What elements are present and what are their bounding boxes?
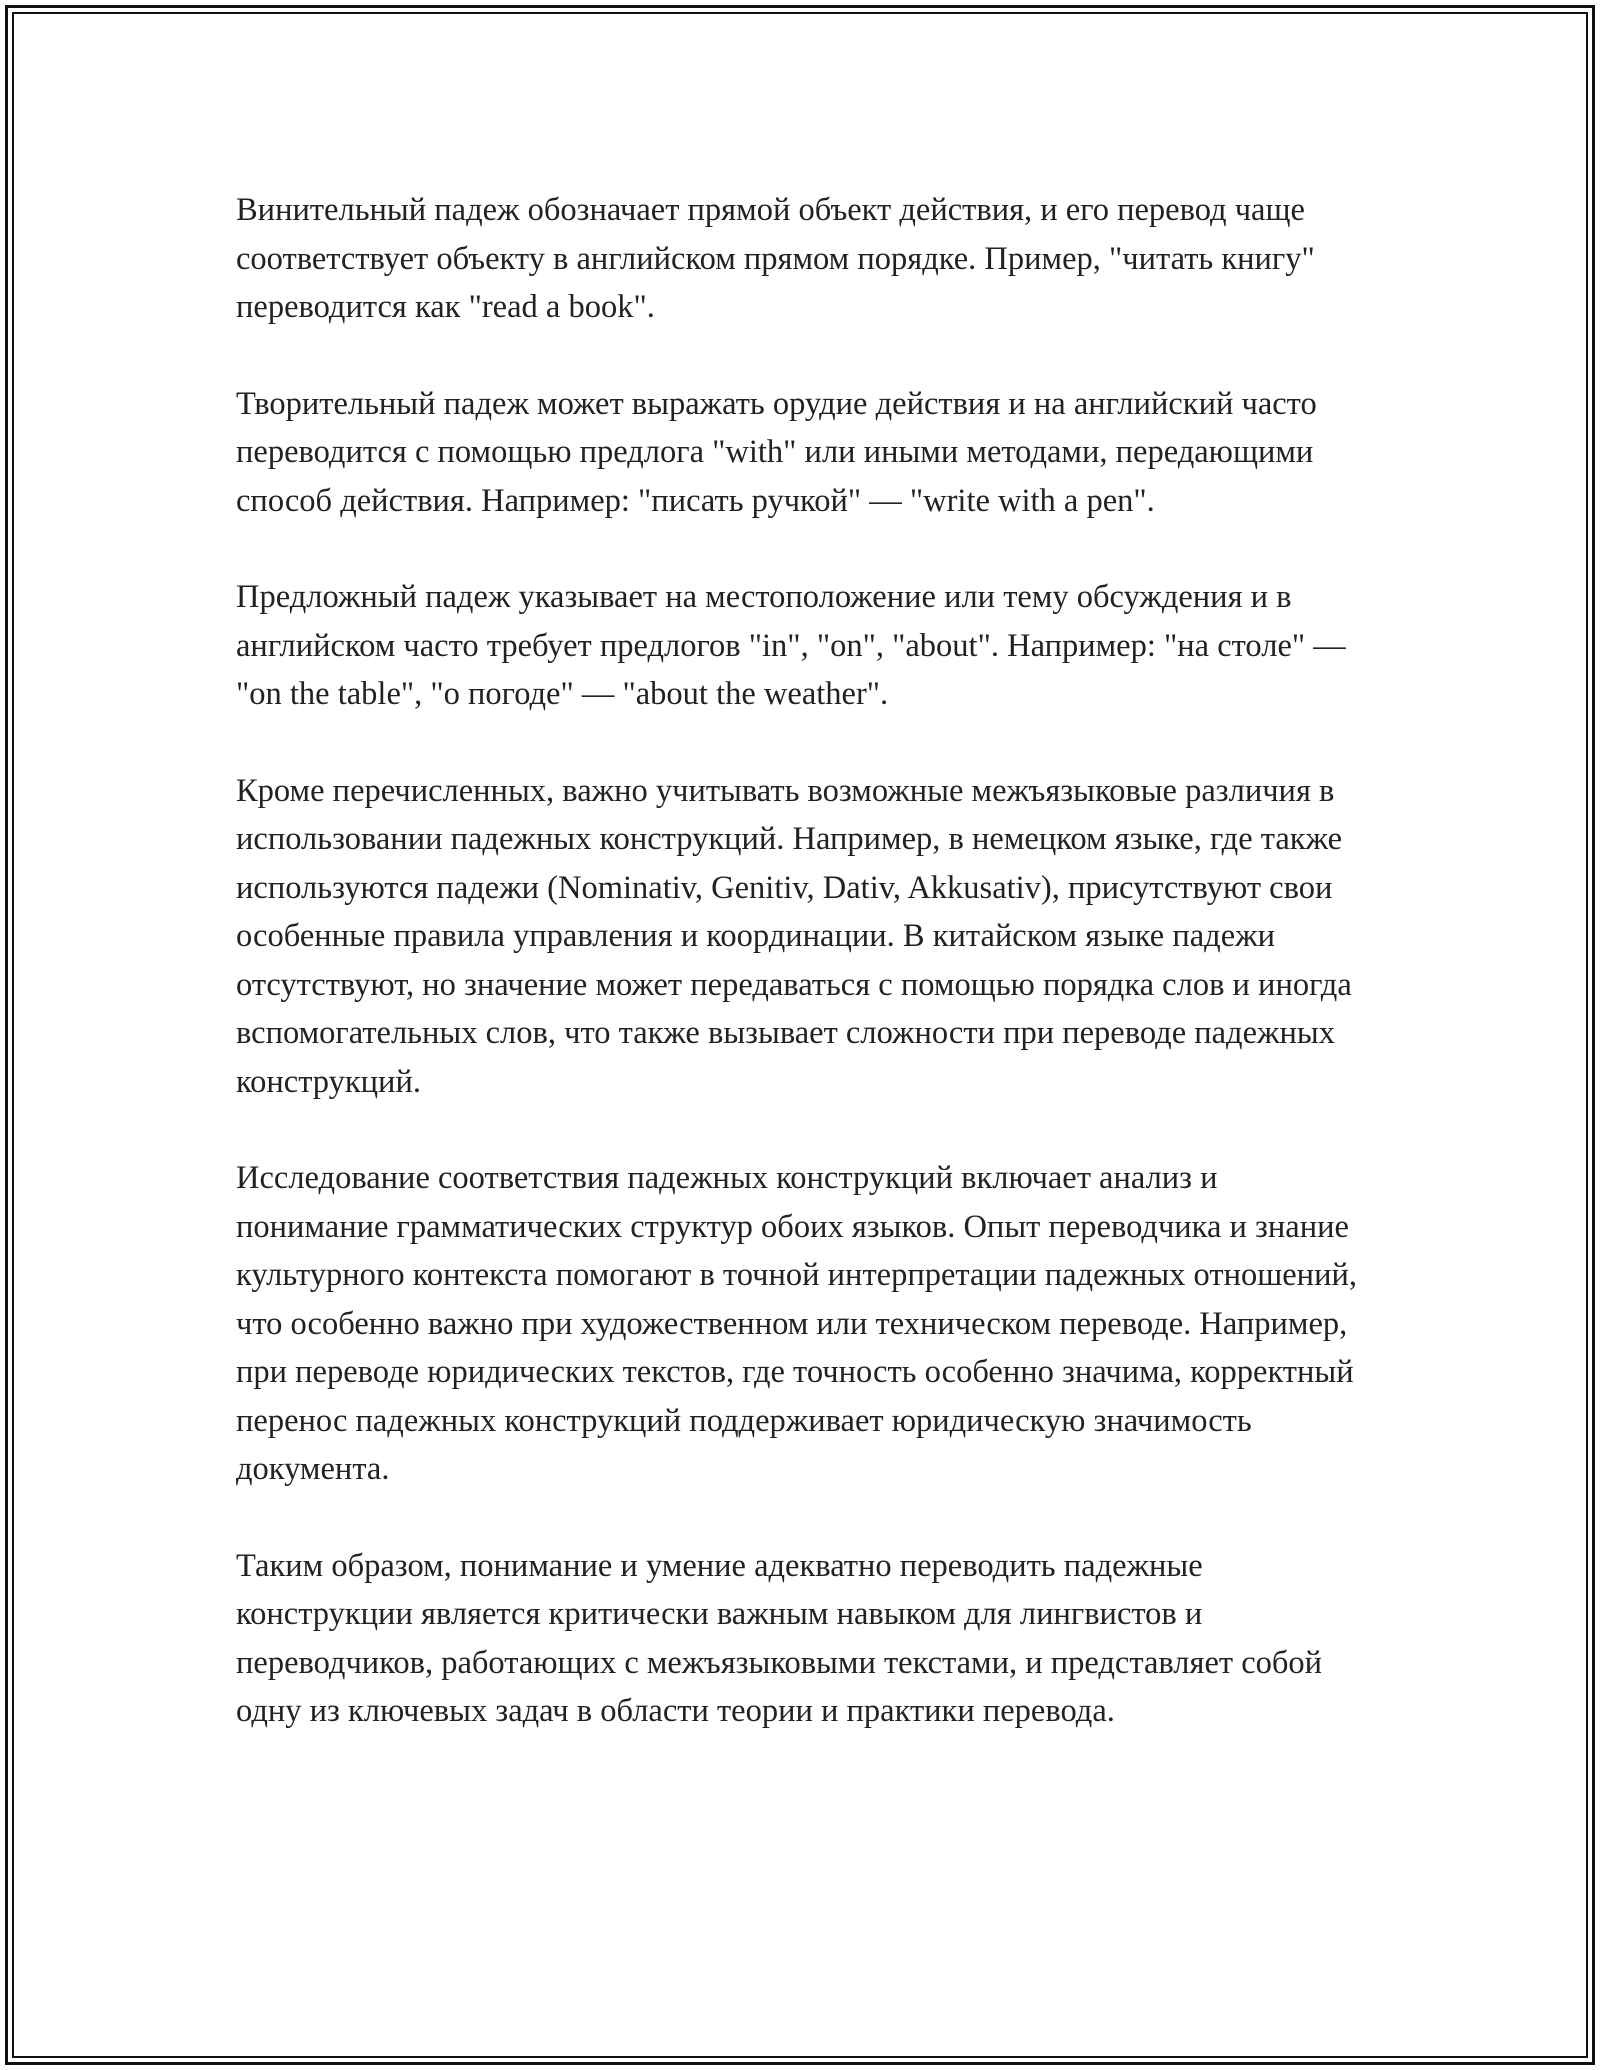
- document-body: [236, 186, 1376, 1736]
- paragraph-accusative-case: Винительный падеж обозначает прямой объект действия, и его перевод чаще соответствует объекту в английском прямом порядке. Пример, "читать книгу" переводится как "read a book".: [236, 192, 1315, 325]
- paragraph-instrumental-case: Творительный падеж может выражать орудие действия и на английский часто переводится с помощью предлога "with" или иными методами, передающими способ действия. Например: "писать ручкой" — "write with a pen".: [236, 385, 1317, 519]
- paragraph-research: Исследование соответствия падежных конструкций включает анализ и понимание грамматических структур обоих языков. Опыт переводчика и знание культурного контекста помогают в точной интерпретации падежных отношений, что особенно важно при художественном или техническом переводе. Например, при переводе юридических текстов, где точность особенно значима, корректный перенос падежных конструкций поддерживает юридическую значимость документа.: [236, 1160, 1357, 1487]
- paragraph-conclusion: Таким образом, понимание и умение адекватно переводить падежные конструкции является критически важным навыком для лингвистов и переводчиков, работающих с межъязыковыми текстами, и представляет собой одну из ключевых задач в области теории и практики перевода.: [236, 1547, 1323, 1729]
- paragraph-prepositional-case: Предложный падеж указывает на местоположение или тему обсуждения и в английском часто требует предлогов "in", "on", "about". Например: "на столе" — "on the table", "о погоде" — "about the weather".: [236, 579, 1346, 712]
- paragraph-cross-language-differences: Кроме перечисленных, важно учитывать возможные межъязыковые различия в использовании падежных конструкций. Например, в немецком языке, где также используются падежи (Nominativ, Genitiv, Dativ, Akkusativ), присутствуют свои особенные правила управления и координации. В китайском языке падежи отсутствуют, но значение может передаваться с помощью порядка слов и иногда вспомогательных слов, что также вызывает сложности при переводе падежных конструкций.: [236, 772, 1352, 1100]
